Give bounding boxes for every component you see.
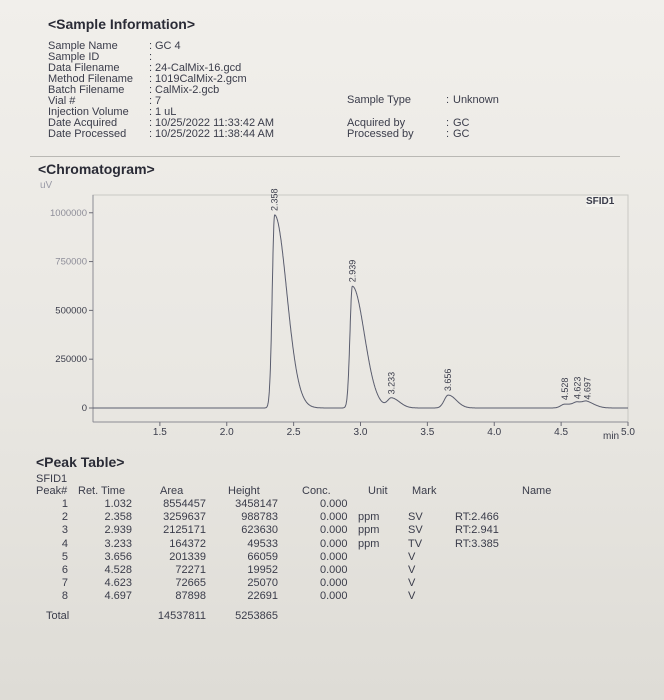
cell-conc: 0.000 [320, 537, 348, 550]
x-tick-label: 3.0 [353, 427, 368, 438]
cell-peak: 8 [61, 590, 68, 603]
processed-by-colon: : [446, 128, 450, 140]
acquired-by-value: GC [453, 117, 470, 129]
cell-peak: 1 [61, 498, 68, 510]
cell-height: 623630 [241, 524, 278, 537]
cell-mark: V [408, 590, 416, 603]
sample-type-label: Sample Type [347, 94, 412, 106]
header-ret-time: Ret. Time [78, 485, 126, 497]
cell-height: 22691 [247, 590, 278, 603]
processed-by-value: GC [453, 128, 470, 140]
cell-height: 25070 [247, 577, 278, 590]
cell-unit: ppm [358, 524, 380, 537]
x-tick-label: 2.0 [219, 427, 234, 438]
peak-label: 4.528 [559, 377, 570, 401]
x-tick-label: 4.0 [487, 427, 502, 438]
sample-field-label: Data Filename [48, 62, 120, 74]
sample-field-value: 7 [155, 95, 162, 107]
peak-table-title: <Peak Table> [36, 454, 125, 470]
cell-rt: 4.697 [104, 590, 132, 603]
cell-area: 87898 [175, 590, 206, 603]
peak-label: 3.656 [443, 368, 454, 392]
peak-table-channel: SFID1 [36, 473, 68, 485]
total-area: 14537811 [157, 610, 206, 622]
y-tick-label: 750000 [55, 256, 87, 268]
cell-conc: 0.000 [320, 590, 348, 603]
sample-field-colon: : [149, 51, 153, 63]
header-height: Height [228, 485, 260, 497]
header-mark: Mark [412, 485, 437, 497]
header-peak: Peak# [36, 485, 68, 497]
cell-height: 66059 [247, 550, 278, 563]
cell-conc: 0.000 [320, 577, 348, 590]
header-name: Name [522, 485, 552, 497]
y-tick-label: 0 [81, 403, 87, 414]
sample-field-value: 10/25/2022 11:38:44 AM [155, 128, 275, 140]
cell-height: 988783 [241, 511, 278, 524]
cell-conc: 0.000 [320, 550, 348, 563]
sample-field-label: Batch Filename [48, 84, 125, 96]
chromatogram-title: <Chromatogram> [38, 161, 155, 177]
cell-area: 72665 [175, 577, 206, 590]
peak-label: 2.358 [269, 188, 280, 211]
sample-field-label: Date Processed [48, 128, 127, 140]
cell-conc: 0.000 [320, 564, 348, 576]
sample-field-colon: : [149, 62, 153, 74]
sample-field-value: 1019CalMix-2.gcm [155, 73, 247, 85]
x-unit-label: min [603, 431, 620, 442]
sample-field-colon: : [149, 73, 153, 85]
cell-peak: 6 [61, 564, 68, 576]
sample-field-value: GC 4 [155, 40, 181, 52]
sample-field-value: 1 uL [155, 106, 177, 118]
cell-rt: 3.233 [104, 537, 132, 550]
cell-area: 164372 [169, 537, 206, 550]
cell-height: 49533 [247, 537, 278, 550]
total-height: 5253865 [235, 610, 278, 622]
x-tick-label: 1.5 [152, 427, 167, 438]
sample-field-colon: : [149, 128, 153, 140]
sample-info-title: <Sample Information> [48, 16, 196, 32]
cell-rt: 4.623 [104, 577, 132, 590]
sample-field-colon: : [149, 84, 153, 96]
cell-rt: 1.032 [104, 498, 132, 510]
sample-type-value: Unknown [453, 94, 499, 106]
x-tick-label: 2.5 [286, 427, 301, 438]
sample-field-colon: : [149, 95, 153, 107]
sample-field-colon: : [149, 117, 153, 129]
cell-peak: 4 [61, 537, 68, 550]
cell-peak: 2 [61, 511, 68, 524]
cell-unit: ppm [358, 537, 380, 550]
cell-height: 3458147 [235, 498, 278, 510]
cell-note: RT:2.941 [455, 524, 499, 537]
y-tick-label: 500000 [55, 305, 87, 317]
peak-label: 2.939 [347, 259, 358, 283]
cell-conc: 0.000 [320, 524, 348, 537]
x-tick-label: 4.5 [554, 427, 569, 438]
sample-type-colon: : [446, 94, 450, 106]
y-tick-label: 250000 [55, 354, 87, 366]
header-conc: Conc. [302, 485, 331, 497]
peak-label: 3.233 [386, 371, 397, 395]
cell-conc: 0.000 [320, 498, 348, 510]
cell-mark: TV [408, 537, 423, 550]
x-tick-label: 3.5 [420, 427, 435, 438]
cell-unit: ppm [358, 511, 380, 524]
cell-rt: 4.528 [104, 564, 132, 576]
acquired-by-label: Acquired by [347, 117, 406, 129]
sample-field-label: Sample ID [48, 51, 100, 63]
sample-field-label: Method Filename [48, 73, 133, 85]
channel-label: SFID1 [586, 196, 615, 207]
cell-mark: SV [408, 511, 423, 524]
cell-mark: V [408, 550, 416, 563]
sample-field-colon: : [149, 106, 153, 118]
cell-area: 2125171 [163, 524, 206, 537]
cell-area: 201339 [169, 550, 206, 563]
cell-peak: 5 [61, 550, 68, 563]
header-unit: Unit [368, 485, 388, 497]
cell-rt: 3.656 [104, 550, 132, 563]
cell-height: 19952 [247, 564, 278, 576]
cell-rt: 2.358 [104, 511, 132, 524]
cell-area: 8554457 [163, 498, 206, 510]
sample-field-label: Injection Volume [48, 106, 129, 118]
cell-note: RT:3.385 [455, 537, 499, 550]
sample-field-label: Sample Name [48, 40, 118, 52]
cell-mark: V [408, 577, 416, 590]
acquired-by-colon: : [446, 117, 450, 129]
sample-field-value: 10/25/2022 11:33:42 AM [155, 117, 275, 129]
sample-field-value: 24-CalMix-16.gcd [155, 62, 242, 74]
cell-peak: 7 [61, 577, 68, 590]
header-area: Area [160, 485, 184, 497]
cell-peak: 3 [61, 524, 68, 537]
y-tick-label: 1000000 [50, 207, 87, 219]
cell-note: RT:2.466 [455, 511, 499, 524]
total-label: Total [46, 610, 70, 622]
x-tick-label: 5.0 [621, 427, 635, 438]
peak-label: 4.623 [572, 376, 583, 400]
cell-mark: V [408, 564, 416, 576]
sample-field-value: CalMix-2.gcb [155, 84, 220, 96]
cell-mark: SV [408, 524, 423, 537]
sample-field-colon: : [149, 40, 153, 52]
cell-area: 72271 [175, 564, 206, 576]
cell-conc: 0.000 [320, 511, 348, 524]
peak-label: 4.697 [582, 377, 593, 400]
chromatogram-trace [93, 215, 628, 408]
processed-by-label: Processed by [347, 128, 414, 140]
cell-rt: 2.939 [104, 524, 132, 537]
sample-field-label: Date Acquired [48, 117, 118, 129]
cell-area: 3259637 [163, 511, 206, 524]
sample-field-label: Vial # [48, 95, 76, 107]
y-unit-label: uV [40, 180, 53, 191]
